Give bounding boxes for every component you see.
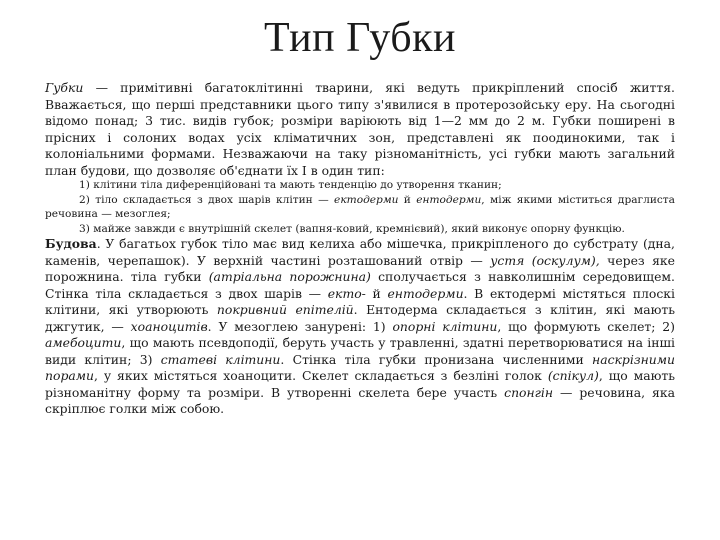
- list-item-3: 3) майже завжди є внутрішній скелет (вапня-ковий, кремнієвий), який виконує опорну функцію.: [79, 222, 625, 235]
- intro-term: Губки: [45, 80, 84, 95]
- intro-text: — примітивні багатоклітинні тварини, які ведуть прикріплений спосіб життя. Вважається, що перші представники цього типу з'явилися в протерозойську еру. На сьогодні відомо понад; 3 тис. видів губок; розміри варіюють від 1—2 мм до 2 м. Губки поширені в прісних і солоних водах усіх кліматичних зон, представлені як поодинокими, так і колоніальними формами. Незважаючи на таку різноманітність, усі губки мають загальний план будови, що дозволяє об'єднати їх I в один тип:: [45, 80, 675, 178]
- structure-heading: Будова: [45, 236, 97, 251]
- intro-paragraph: [45, 80, 675, 179]
- structure-paragraph: Будова. У багатьох губок тіло має вид келиха або мішечка, прикріпленого до субстрату (дна, каменів, черепашок). У верхній частині розташований отвір — устя (оскулум), через яке порожнина. тіла губки (атріальна порожнина) сполучається з навколишнім середовищем. Стінка тіла складається з двох шарів — екто- й ентодерми. В ектодермі містяться плоскі клітини, які утворюють покривний епітелій. Ентодерма складається з клітин, які мають джгутик, — хоаноцитів. У мезоглею занурені: 1) опорні клітини, що формують скелет; 2) амебоцити, що мають псевдоподії, беруть участь у травленні, здатні перетворюватися на інші види клітин; 3) статеві клітини. Стінка тіла губки пронизана численними наскрізними порами, у яких містяться хоаноцити. Скелет складається з безліні голок (спікул), що мають різноманітну форму та розміри. В утворенні скелета бере участь спонгін — речовина, яка скріплює голки між собою.: [45, 236, 676, 416]
- features-list: [45, 178, 675, 236]
- list-item-2: 2) тіло складається з двох шарів клітин — ектодерми й ентодерми, між якими міститься драглиста речовина — мезоглея;: [45, 193, 675, 220]
- slide-title: Тип Губки: [264, 15, 456, 61]
- term-ectoderm: ектодерми: [334, 193, 399, 206]
- list-item-1: 1) клітини тіла диференційовані та мають тенденцію до утворення тканин;: [79, 179, 502, 191]
- term-entoderm: ентодерми: [416, 193, 482, 206]
